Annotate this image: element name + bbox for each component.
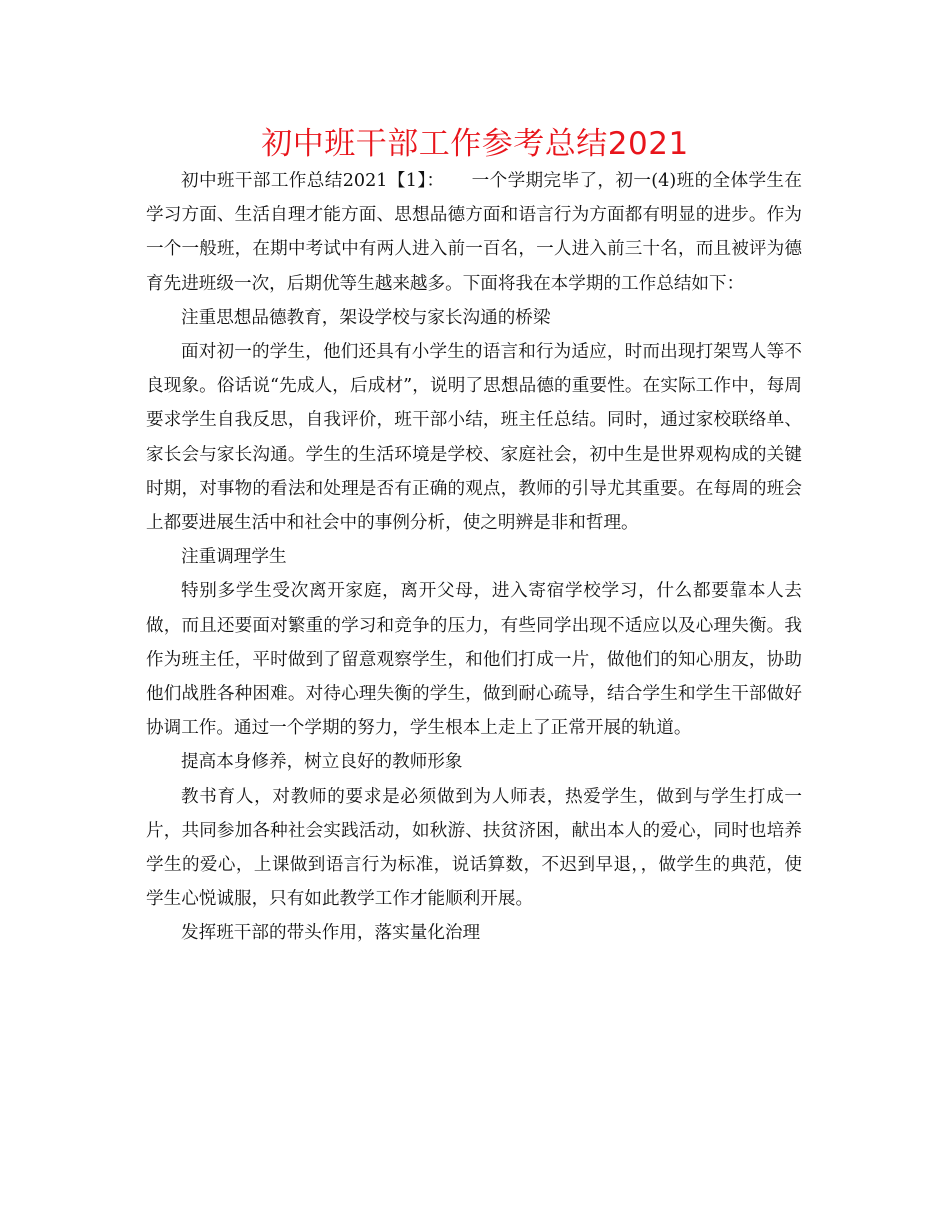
paragraph-intro: 初中班干部工作总结2021【1】： 一个学期完毕了，初一(4)班的全体学生在学习方面、生活自理才能方面、思想品德方面和语言行为方面都有明显的进步。作为一个一般班，在期中考试中有两人进入前一百名，一人进入前三十名，而且被评为德育先进班级一次，后期优等生越来越多。下面将我在本学期的工作总结如下： bbox=[146, 171, 802, 294]
paragraph-teacher-image: 教书育人，对教师的要求是必须做到为人师表，热爱学生，做到与学生打成一片，共同参加各种社会实践活动，如秋游、扶贫济困，献出本人的爱心，同时也培养学生的爱心，上课做到语言行为标准，说话算数，不迟到早退，，做学生的典范，使学生心悦诚服，只有如此教学工作才能顺利开展。 bbox=[146, 786, 802, 910]
document-title: 初中班干部工作参考总结2021 bbox=[261, 126, 689, 162]
document-body bbox=[146, 164, 802, 951]
section-heading-student-care: 注重调理学生 bbox=[181, 547, 287, 568]
section-heading-teacher-image: 提高本身修养，树立良好的教师形象 bbox=[181, 752, 463, 773]
section-heading-class-cadres: 发挥班干部的带头作用，落实量化治理 bbox=[181, 923, 481, 944]
paragraph-student-care: 特别多学生受次离开家庭，离开父母，进入寄宿学校学习，什么都要靠本人去做，而且还要面对繁重的学习和竞争的压力，有些同学出现不适应以及心理失衡。我作为班主任，平时做到了留意观察学生，和他们打成一片，做他们的知心朋友，协助他们战胜各种困难。对待心理失衡的学生，做到耐心疏导，结合学生和学生干部做好协调工作。通过一个学期的努力，学生根本上走上了正常开展的轨道。 bbox=[146, 581, 802, 739]
paragraph-moral-education: 面对初一的学生，他们还具有小学生的语言和行为适应，时而出现打架骂人等不良现象。俗话说“先成人，后成材”，说明了思想品德的重要性。在实际工作中，每周要求学生自我反思，自我评价，班干部小结，班主任总结。同时，通过家校联络单、家长会与家长沟通。学生的生活环境是学校、家庭社会，初中生是世界观构成的关键时期，对事物的看法和处理是否有正确的观点，教师的引导尤其重要。在每周的班会上都要进展生活中和社会中的事例分析，使之明辨是非和哲理。 bbox=[146, 342, 802, 534]
section-heading-moral-education: 注重思想品德教育，架设学校与家长沟通的桥梁 bbox=[181, 307, 551, 328]
